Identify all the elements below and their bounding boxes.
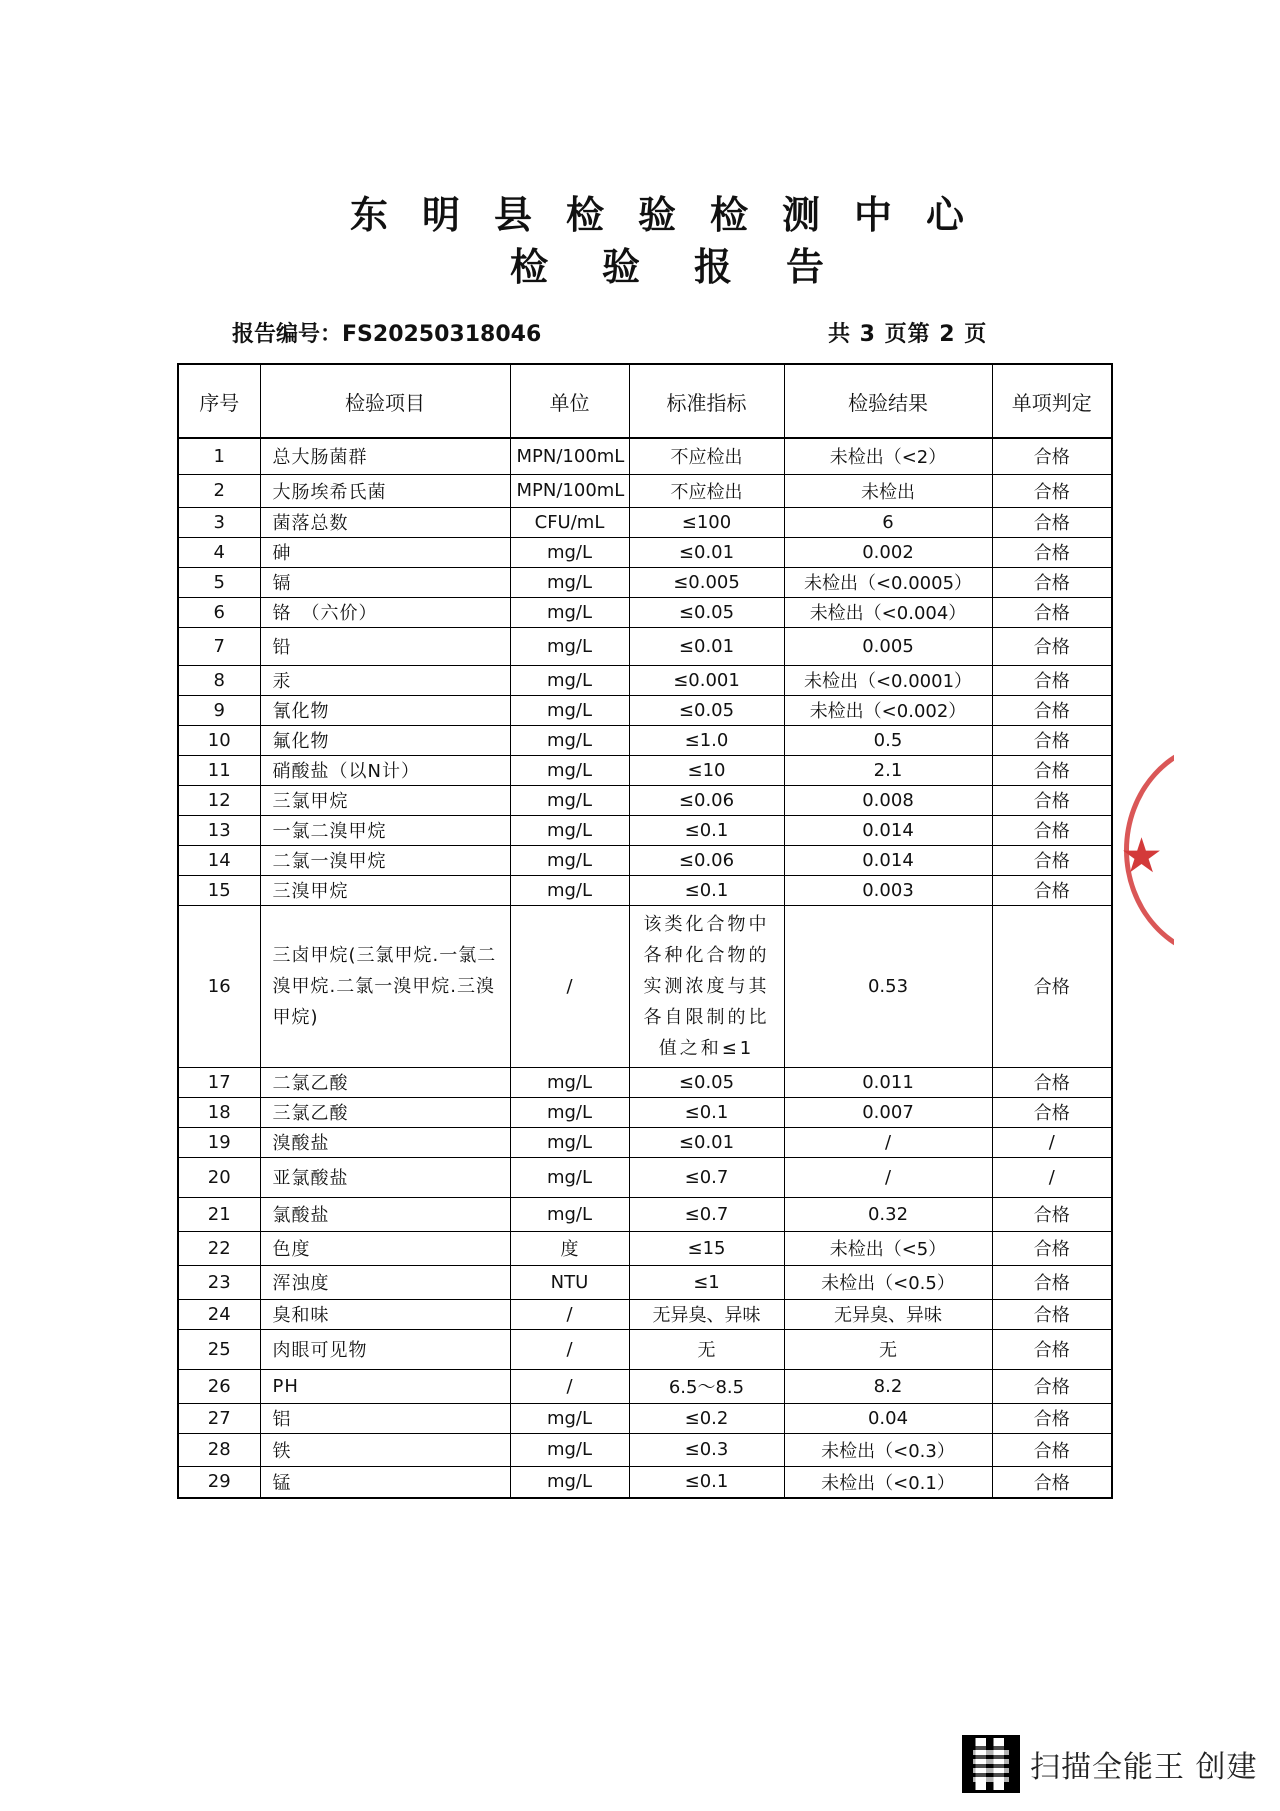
cell-unit: mg/L [510,1127,629,1157]
cell-unit: mg/L [510,755,629,785]
col-header-item: 检验项目 [260,364,510,438]
cell-judgement: 合格 [992,537,1112,567]
cell-result: 6 [784,507,992,537]
cell-item: PH [260,1369,510,1403]
seal-star-icon: ★ [1120,828,1164,884]
cell-standard: ≤0.05 [629,695,784,725]
cell-standard: ≤1 [629,1265,784,1299]
cell-result: 未检出（<0.1） [784,1466,992,1498]
col-header-no: 序号 [178,364,260,438]
cell-no: 19 [178,1127,260,1157]
cell-standard: ≤0.01 [629,1127,784,1157]
cell-judgement: 合格 [992,1265,1112,1299]
cell-result: 未检出（<0.002） [784,695,992,725]
cell-no: 22 [178,1231,260,1265]
cell-no: 15 [178,875,260,905]
table-row [178,695,1112,725]
cell-unit: mg/L [510,537,629,567]
cell-judgement: 合格 [992,627,1112,665]
cell-result: 未检出（<2） [784,438,992,474]
cell-item: 锰 [260,1466,510,1498]
cell-unit: mg/L [510,1433,629,1466]
cell-judgement: 合格 [992,438,1112,474]
col-header-standard: 标准指标 [629,364,784,438]
cell-standard: ≤0.1 [629,875,784,905]
cell-unit: MPN/100mL [510,438,629,474]
cell-no: 12 [178,785,260,815]
cell-judgement: 合格 [992,474,1112,507]
cell-item: 三氯甲烷 [260,785,510,815]
cell-judgement: 合格 [992,1067,1112,1097]
cell-unit: 度 [510,1231,629,1265]
cell-standard: ≤100 [629,507,784,537]
cell-standard: ≤15 [629,1231,784,1265]
cell-item: 亚氯酸盐 [260,1157,510,1197]
cell-no: 7 [178,627,260,665]
table-row [178,1127,1112,1157]
cell-unit: mg/L [510,875,629,905]
table-row [178,1067,1112,1097]
cell-judgement: 合格 [992,1299,1112,1329]
cell-no: 21 [178,1197,260,1231]
cell-standard: ≤0.2 [629,1403,784,1433]
cell-item: 臭和味 [260,1299,510,1329]
table-header-row [178,364,1112,438]
cell-judgement: 合格 [992,695,1112,725]
cell-unit: mg/L [510,627,629,665]
col-header-unit: 单位 [510,364,629,438]
cell-unit: mg/L [510,1403,629,1433]
cell-standard: ≤0.06 [629,785,784,815]
cell-judgement: 合格 [992,1433,1112,1466]
table-row [178,1265,1112,1299]
cell-standard: 不应检出 [629,474,784,507]
cell-result: 未检出（<0.3） [784,1433,992,1466]
cell-item: 二氯乙酸 [260,1067,510,1097]
col-header-result: 检验结果 [784,364,992,438]
table-row [178,1433,1112,1466]
cell-item: 铝 [260,1403,510,1433]
cell-standard: ≤0.1 [629,1466,784,1498]
cell-judgement: 合格 [992,905,1112,1067]
cell-result: 0.014 [784,815,992,845]
cell-no: 26 [178,1369,260,1403]
table-row [178,537,1112,567]
cell-unit: / [510,1329,629,1369]
cell-no: 25 [178,1329,260,1369]
cell-judgement: 合格 [992,665,1112,695]
cell-item: 硝酸盐（以N计） [260,755,510,785]
cell-unit: / [510,1299,629,1329]
cell-item: 镉 [260,567,510,597]
cell-item: 三卤甲烷(三氯甲烷.一氯二溴甲烷.二氯一溴甲烷.三溴甲烷) [260,905,510,1067]
cell-item: 氰化物 [260,695,510,725]
table-row [178,1369,1112,1403]
table-row [178,755,1112,785]
cell-judgement: 合格 [992,1329,1112,1369]
cell-item: 色度 [260,1231,510,1265]
cell-unit: mg/L [510,1067,629,1097]
cell-no: 16 [178,905,260,1067]
cell-result: 0.003 [784,875,992,905]
table-row [178,1157,1112,1197]
scanner-watermark [962,1734,1258,1794]
cell-item: 肉眼可见物 [260,1329,510,1369]
cell-item: 氯酸盐 [260,1197,510,1231]
cell-item: 大肠埃希氏菌 [260,474,510,507]
cell-item: 铅 [260,627,510,665]
cell-judgement: 合格 [992,815,1112,845]
cell-standard: ≤0.3 [629,1433,784,1466]
cell-standard: ≤0.05 [629,1067,784,1097]
table-row [178,597,1112,627]
page-info: 共 3 页第 2 页 [828,322,988,347]
cell-item: 铬 （六价） [260,597,510,627]
table-row [178,875,1112,905]
cell-unit: mg/L [510,1157,629,1197]
table-row [178,815,1112,845]
cell-no: 29 [178,1466,260,1498]
table-row [178,1231,1112,1265]
cell-result: 0.005 [784,627,992,665]
cell-judgement: 合格 [992,845,1112,875]
cell-item: 二氯一溴甲烷 [260,845,510,875]
cell-result: 未检出（<0.0001） [784,665,992,695]
cell-item: 汞 [260,665,510,695]
table-row [178,474,1112,507]
cell-no: 17 [178,1067,260,1097]
cell-no: 11 [178,755,260,785]
cell-result: 0.32 [784,1197,992,1231]
report-number-value: FS20250318046 [342,322,542,347]
cell-unit: MPN/100mL [510,474,629,507]
cell-result: 未检出 [784,474,992,507]
cell-result: 0.008 [784,785,992,815]
cell-standard: ≤0.06 [629,845,784,875]
table-row [178,665,1112,695]
cell-result: / [784,1127,992,1157]
cell-no: 10 [178,725,260,755]
cell-standard: ≤0.01 [629,537,784,567]
cell-judgement: 合格 [992,755,1112,785]
cell-result: 未检出（<5） [784,1231,992,1265]
red-seal-stamp [1118,740,1174,960]
cell-item: 铁 [260,1433,510,1466]
cell-unit: mg/L [510,1097,629,1127]
cell-unit: mg/L [510,725,629,755]
table-row [178,785,1112,815]
cell-no: 24 [178,1299,260,1329]
cell-item: 砷 [260,537,510,567]
cell-no: 6 [178,597,260,627]
cell-item: 浑浊度 [260,1265,510,1299]
cell-judgement: / [992,1127,1112,1157]
cell-no: 4 [178,537,260,567]
cell-standard: ≤0.7 [629,1157,784,1197]
cell-standard: ≤0.005 [629,567,784,597]
cell-judgement: 合格 [992,875,1112,905]
table-row [178,1299,1112,1329]
cell-judgement: 合格 [992,567,1112,597]
cell-item: 菌落总数 [260,507,510,537]
doc-title: 检验报告 [509,245,878,289]
cell-judgement: 合格 [992,597,1112,627]
inspection-table [177,363,1113,1499]
cell-unit: mg/L [510,785,629,815]
cell-no: 27 [178,1403,260,1433]
cell-item: 一氯二溴甲烷 [260,815,510,845]
cell-judgement: 合格 [992,725,1112,755]
table-row [178,1097,1112,1127]
org-title: 东明县检验检测中心 [349,193,998,237]
cell-no: 13 [178,815,260,845]
report-number [232,317,541,348]
table-row [178,627,1112,665]
cell-judgement: 合格 [992,507,1112,537]
cell-unit: CFU/mL [510,507,629,537]
cell-judgement: / [992,1157,1112,1197]
cell-no: 1 [178,438,260,474]
cell-result: 2.1 [784,755,992,785]
cell-result: / [784,1157,992,1197]
watermark-text: 扫描全能王 创建 [1030,1750,1258,1785]
cell-unit: / [510,1369,629,1403]
cell-unit: mg/L [510,695,629,725]
table-row [178,567,1112,597]
cell-unit: mg/L [510,845,629,875]
cell-standard: ≤0.1 [629,1097,784,1127]
cell-unit: NTU [510,1265,629,1299]
col-header-judgement: 单项判定 [992,364,1112,438]
cell-result: 0.002 [784,537,992,567]
cell-standard: ≤10 [629,755,784,785]
cell-no: 18 [178,1097,260,1127]
cell-unit: mg/L [510,567,629,597]
table-row [178,1329,1112,1369]
qr-code-icon [962,1735,1020,1793]
cell-standard: 不应检出 [629,438,784,474]
table-row [178,1466,1112,1498]
cell-judgement: 合格 [992,785,1112,815]
cell-no: 2 [178,474,260,507]
cell-result: 未检出（<0.5） [784,1265,992,1299]
cell-standard: 该类化合物中各种化合物的实测浓度与其各自限制的比值之和≤1 [629,905,784,1067]
cell-no: 5 [178,567,260,597]
cell-judgement: 合格 [992,1466,1112,1498]
cell-unit: / [510,905,629,1067]
cell-result: 无异臭、异味 [784,1299,992,1329]
cell-judgement: 合格 [992,1231,1112,1265]
table-row [178,507,1112,537]
cell-result: 未检出（<0.004） [784,597,992,627]
cell-result: 8.2 [784,1369,992,1403]
cell-judgement: 合格 [992,1097,1112,1127]
cell-unit: mg/L [510,1466,629,1498]
cell-item: 氟化物 [260,725,510,755]
cell-no: 3 [178,507,260,537]
table-row [178,438,1112,474]
cell-no: 14 [178,845,260,875]
cell-item: 总大肠菌群 [260,438,510,474]
cell-item: 三氯乙酸 [260,1097,510,1127]
cell-no: 20 [178,1157,260,1197]
cell-no: 23 [178,1265,260,1299]
cell-result: 0.007 [784,1097,992,1127]
report-number-label: 报告编号： [232,322,343,347]
cell-standard: ≤0.1 [629,815,784,845]
cell-unit: mg/L [510,597,629,627]
cell-judgement: 合格 [992,1369,1112,1403]
cell-unit: mg/L [510,665,629,695]
cell-standard: 无异臭、异味 [629,1299,784,1329]
table-row [178,725,1112,755]
cell-unit: mg/L [510,1197,629,1231]
cell-standard: ≤0.001 [629,665,784,695]
cell-result: 0.011 [784,1067,992,1097]
cell-standard: 无 [629,1329,784,1369]
cell-result: 0.5 [784,725,992,755]
cell-standard: ≤0.01 [629,627,784,665]
table-body [178,438,1112,1498]
cell-judgement: 合格 [992,1403,1112,1433]
table-row [178,1197,1112,1231]
cell-no: 8 [178,665,260,695]
cell-result: 0.04 [784,1403,992,1433]
cell-result: 0.53 [784,905,992,1067]
table-row [178,905,1112,1067]
cell-standard: ≤1.0 [629,725,784,755]
cell-standard: ≤0.7 [629,1197,784,1231]
cell-item: 三溴甲烷 [260,875,510,905]
cell-result: 0.014 [784,845,992,875]
cell-judgement: 合格 [992,1197,1112,1231]
table-row [178,845,1112,875]
cell-result: 无 [784,1329,992,1369]
cell-standard: ≤0.05 [629,597,784,627]
cell-standard: 6.5～8.5 [629,1369,784,1403]
cell-no: 9 [178,695,260,725]
table-row [178,1403,1112,1433]
cell-result: 未检出（<0.0005） [784,567,992,597]
cell-unit: mg/L [510,815,629,845]
cell-no: 28 [178,1433,260,1466]
cell-item: 溴酸盐 [260,1127,510,1157]
